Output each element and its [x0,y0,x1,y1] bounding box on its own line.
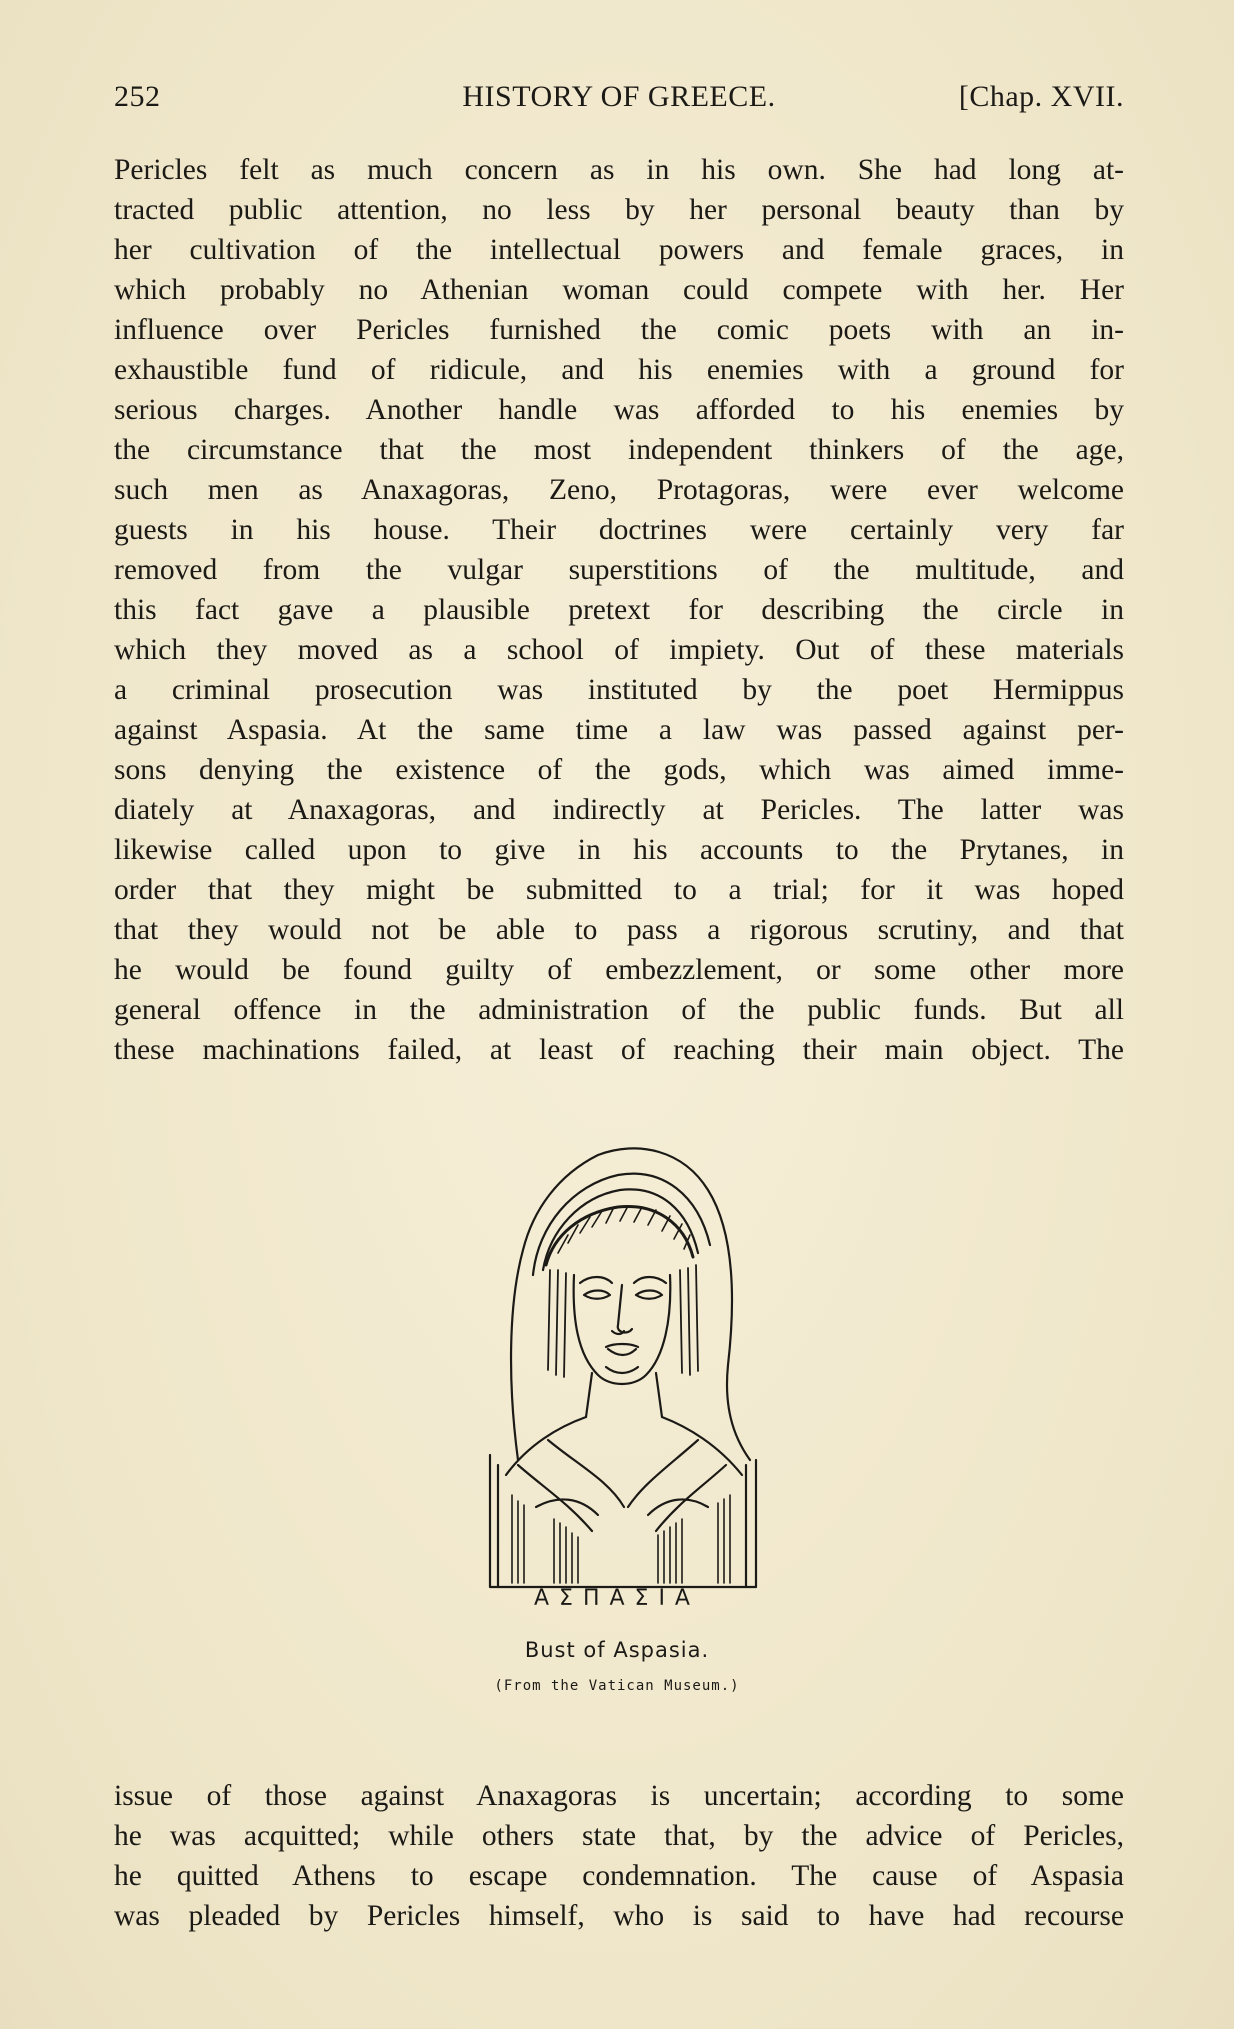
text-line: these machinations failed, at least of reaching their main object. The [114,1034,1124,1066]
text-line: the circumstance that the most independent thinkers of the age, [114,434,1124,466]
text-line: serious charges. Another handle was afforded to his enemies by [114,394,1124,426]
text-line: was pleaded by Pericles himself, who is said to have had recourse [114,1900,1124,1932]
text-line: guests in his house. Their doctrines were certainly very far [114,514,1124,546]
figure-caption: Bust of Aspasia. [524,1638,710,1662]
text-line: he would be found guilty of embezzlement, or some other more [114,954,1124,986]
text-line: diately at Anaxagoras, and indirectly at Pericles. The latter was [114,794,1124,826]
text-line: a criminal prosecution was instituted by the poet Hermippus [114,674,1124,706]
text-line: likewise called upon to give in his accounts to the Prytanes, in [114,834,1124,866]
text-line: this fact gave a plausible pretext for describing the circle in [114,594,1124,626]
text-line: Pericles felt as much concern as in his own. She had long at- [114,154,1124,186]
aspasia-bust-illustration [488,1135,758,1595]
body-paragraph-bottom [114,1776,1124,1936]
text-line: which they moved as a school of impiety. Out of these materials [114,634,1124,666]
text-line: sons denying the existence of the gods, which was aimed imme- [114,754,1124,786]
chapter-label: [Chap. XVII. [958,80,1124,113]
text-line: which probably no Athenian woman could compete with her. Her [114,274,1124,306]
text-line: tracted public attention, no less by her personal beauty than by [114,194,1124,226]
text-line: her cultivation of the intellectual powers and female graces, in [114,234,1124,266]
running-title: HISTORY OF GREECE. [462,80,776,113]
text-line: that they would not be able to pass a rigorous scrutiny, and that [114,914,1124,946]
text-line: order that they might be submitted to a trial; for it was hoped [114,874,1124,906]
running-header [114,80,1124,120]
text-line: removed from the vulgar superstitions of the multitude, and [114,554,1124,586]
text-line: general offence in the administration of the public funds. But all [114,994,1124,1026]
veil-outline [511,1148,750,1460]
text-line: against Aspasia. At the same time a law was passed against per- [114,714,1124,746]
text-line: he was acquitted; while others state that, by the advice of Pericles, [114,1820,1124,1852]
text-line: such men as Anaxagoras, Zeno, Protagoras, were ever welcome [114,474,1124,506]
bust-inscription: ΑΣΠΑΣΙΑ [534,1586,700,1611]
figure-source: (From the Vatican Museum.) [494,1678,740,1694]
body-paragraph-top [114,150,1124,1070]
text-line: influence over Pericles furnished the comic poets with an in- [114,314,1124,346]
text-line: exhaustible fund of ridicule, and his enemies with a ground for [114,354,1124,386]
text-line: issue of those against Anaxagoras is uncertain; according to some [114,1780,1124,1812]
text-line: he quitted Athens to escape condemnation. The cause of Aspasia [114,1860,1124,1892]
page-number: 252 [114,80,161,113]
